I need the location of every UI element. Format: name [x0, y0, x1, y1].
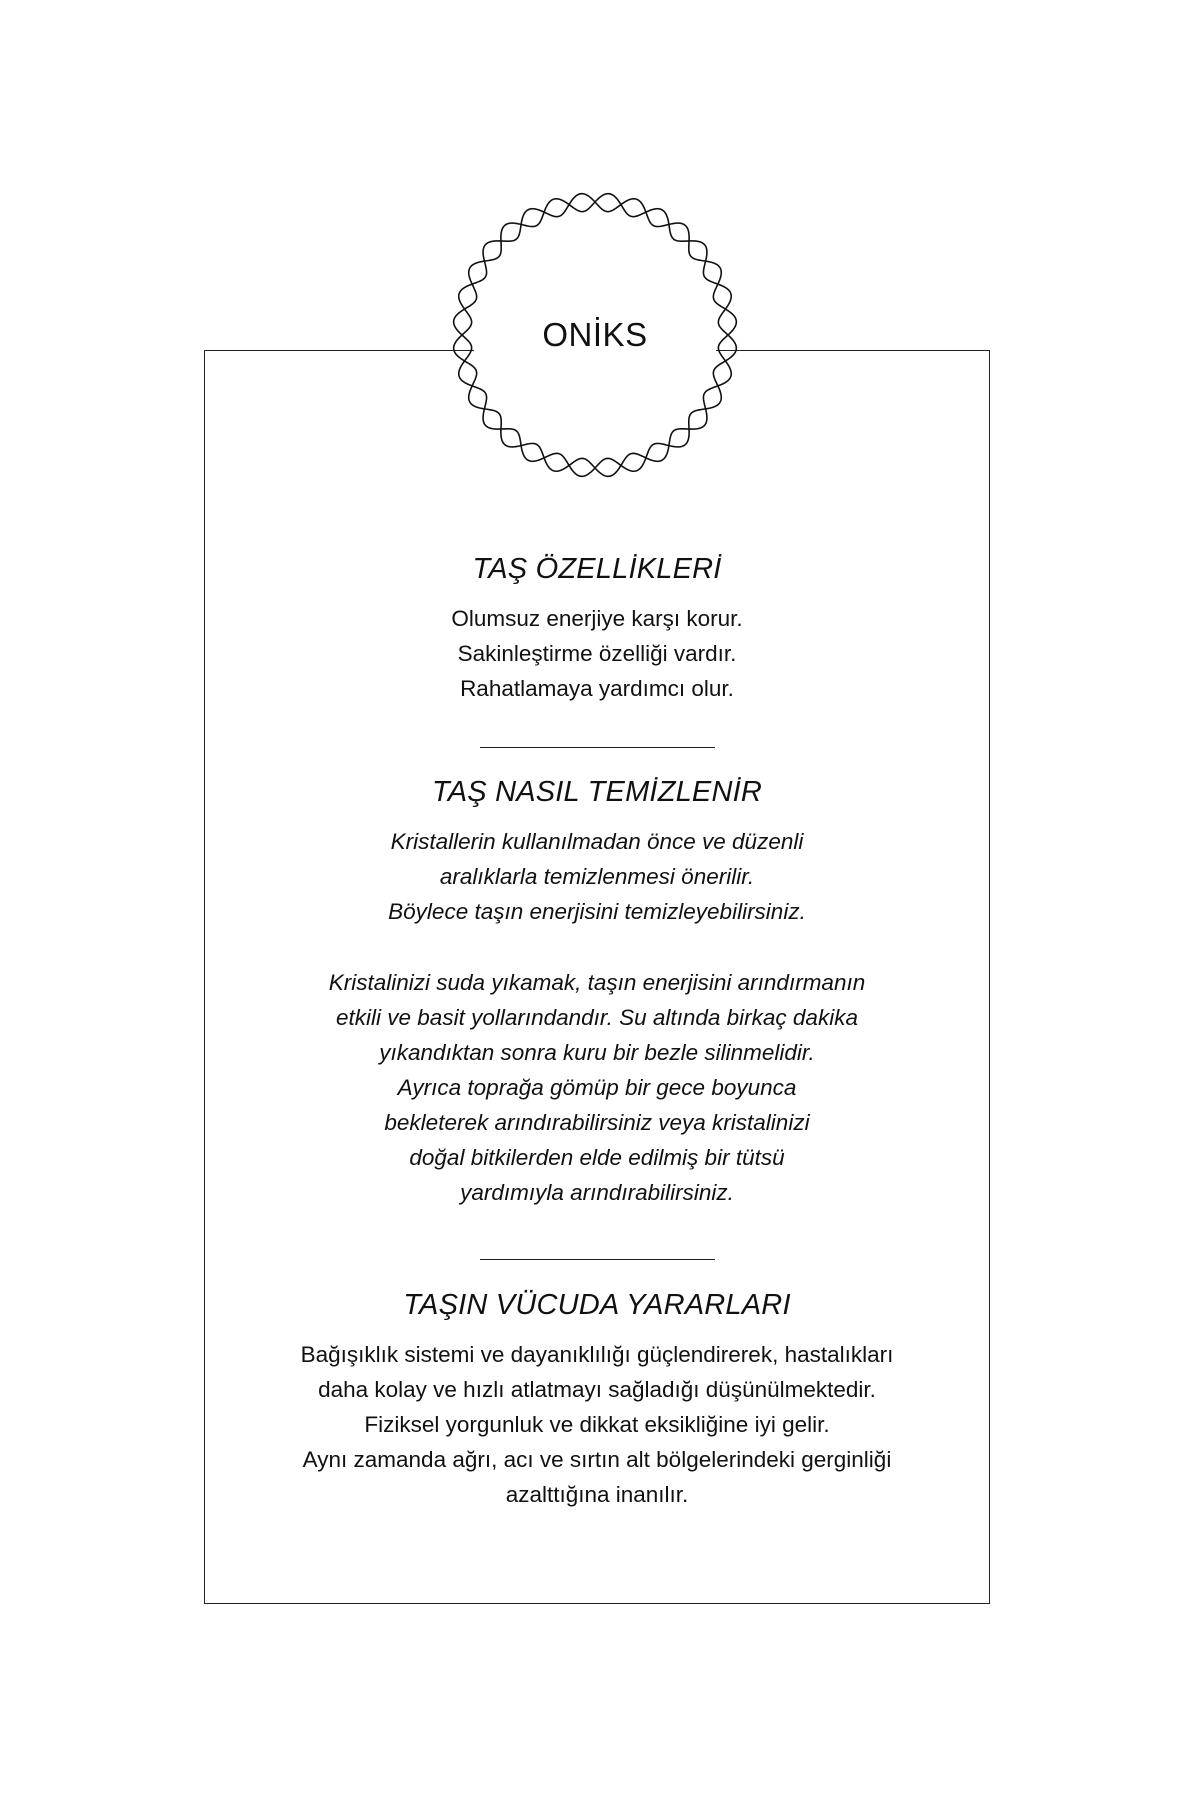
section-divider — [480, 747, 715, 748]
section-cleaning — [204, 776, 990, 1210]
section-heading: TAŞ NASIL TEMİZLENİR — [431, 776, 763, 808]
text-line: etkili ve basit yollarındandır. Su altında birkaç dakika — [336, 1005, 858, 1030]
text-line: Olumsuz enerjiye karşı korur. — [451, 606, 743, 631]
text-line: Kristallerin kullanılmadan önce ve düzenli — [390, 829, 804, 854]
section-heading: TAŞIN VÜCUDA YARARLARI — [403, 1289, 791, 1321]
text-line: Aynı zamanda ağrı, acı ve sırtın alt bölgelerindeki gerginliği — [302, 1447, 892, 1472]
text-line: Rahatlamaya yardımcı olur. — [460, 676, 734, 701]
section-paragraph — [204, 601, 990, 706]
text-line: Fiziksel yorgunluk ve dikkat eksikliğine iyi gelir. — [364, 1412, 830, 1437]
section-heading: TAŞ ÖZELLİKLERİ — [472, 553, 722, 585]
text-line: azalttığına inanılır. — [505, 1482, 689, 1507]
text-line: Kristalinizi suda yıkamak, taşın enerjisini arındırmanın — [328, 970, 866, 995]
text-line: yıkandıktan sonra kuru bir bezle silinmelidir. — [379, 1040, 815, 1065]
section-stone-properties — [204, 553, 990, 706]
section-divider — [480, 1259, 715, 1260]
text-line: Bağışıklık sistemi ve dayanıklılığı güçlendirerek, hastalıkları — [300, 1342, 894, 1367]
page-title: ONİKS — [542, 316, 648, 353]
text-line: doğal bitkilerden elde edilmiş bir tütsü — [409, 1145, 785, 1170]
text-line: yardımıyla arındırabilirsiniz. — [460, 1180, 734, 1205]
text-line: Böylece taşın enerjisini temizleyebilirsiniz. — [388, 899, 806, 924]
section-paragraph — [204, 824, 990, 929]
text-line: Ayrıca toprağa gömüp bir gece boyunca — [397, 1075, 797, 1100]
text-line: bekleterek arındırabilirsiniz veya kristalinizi — [384, 1110, 810, 1135]
title-badge — [445, 185, 745, 485]
section-paragraph — [204, 1337, 990, 1512]
text-line: aralıklarla temizlenmesi önerilir. — [439, 864, 755, 889]
section-body-benefits — [204, 1289, 990, 1512]
text-line: Sakinleştirme özelliği vardır. — [457, 641, 737, 666]
section-paragraph — [204, 965, 990, 1210]
text-line: daha kolay ve hızlı atlatmayı sağladığı düşünülmektedir. — [318, 1377, 876, 1402]
